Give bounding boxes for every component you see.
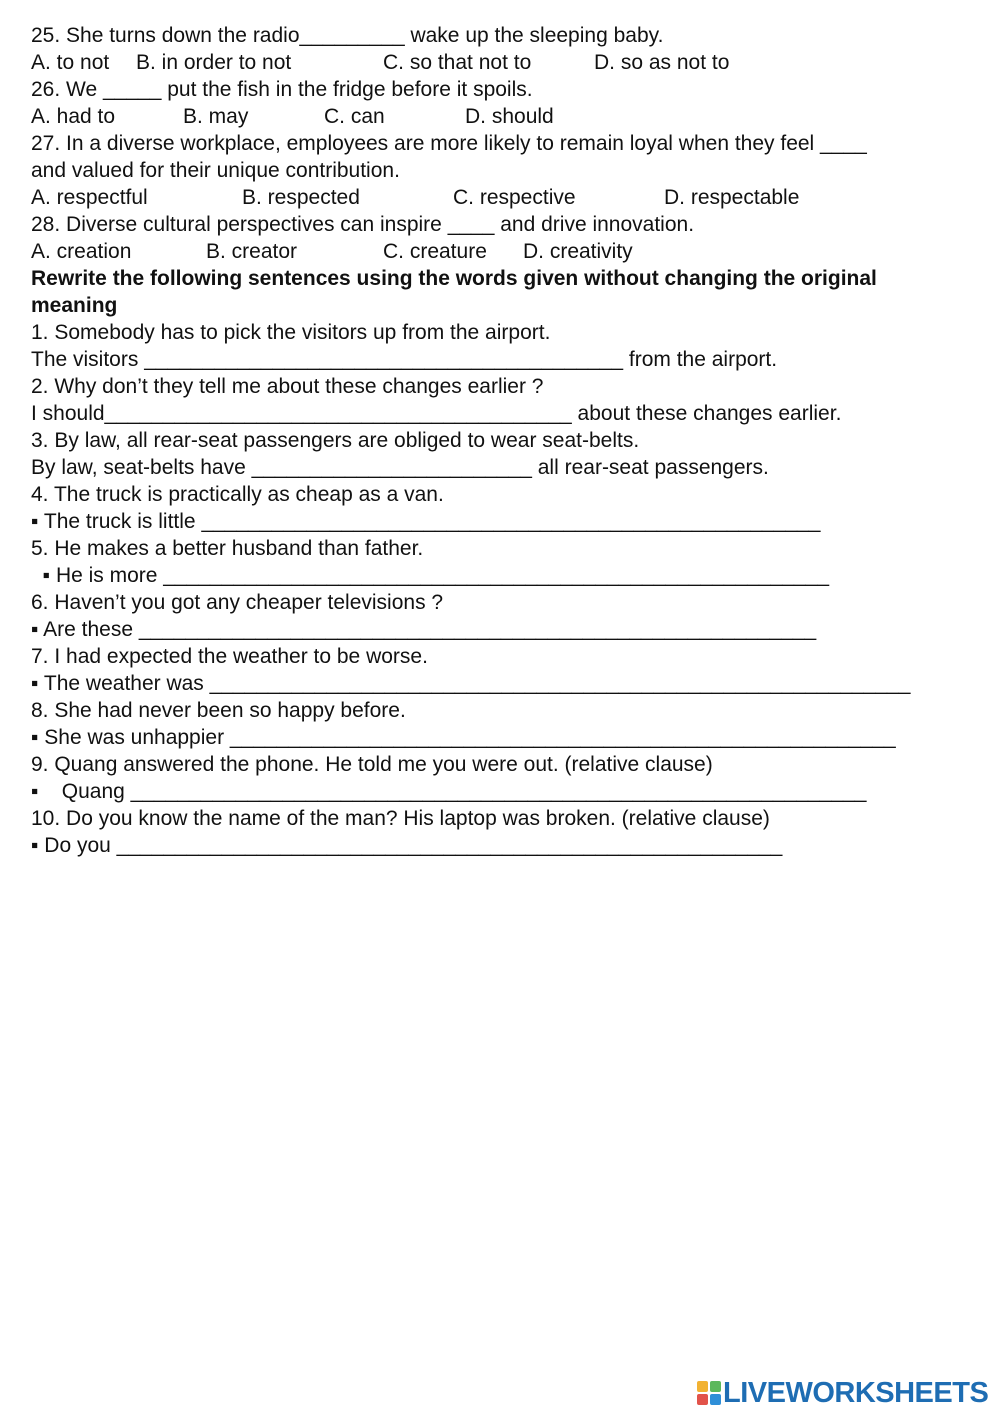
rewrite-7-answer-field[interactable]: ▪ The weather was ____________________________________________________________ xyxy=(31,672,911,695)
rewrite-3-answer-field[interactable]: By law, seat-belts have ________________________ all rear-seat passengers. xyxy=(31,456,769,479)
option-d[interactable]: D. creativity xyxy=(523,240,633,263)
option-a[interactable]: A. had to xyxy=(31,105,116,128)
option-b[interactable]: B. in order to not xyxy=(136,51,292,74)
option-a[interactable]: A. creation xyxy=(31,240,132,263)
rewrite-3-prompt: 3. By law, all rear-seat passengers are obliged to wear seat-belts. xyxy=(31,429,640,452)
question-27-stem: 27. In a diverse workplace, employees are more likely to remain loyal when they feel ____ xyxy=(31,132,867,155)
rewrite-2-prompt: 2. Why don’t they tell me about these changes earlier ? xyxy=(31,375,544,398)
liveworksheets-brand xyxy=(697,1378,988,1408)
rewrite-10-answer-field[interactable]: ▪ Do you _________________________________________________________ xyxy=(31,834,783,857)
liveworksheets-logo-icon xyxy=(697,1381,721,1405)
option-c[interactable]: C. can xyxy=(324,105,385,128)
option-a[interactable]: A. to not xyxy=(31,51,110,74)
rewrite-9-answer-field[interactable]: ▪ Quang _______________________________________________________________ xyxy=(31,780,867,803)
worksheet xyxy=(31,22,991,859)
option-d[interactable]: D. respectable xyxy=(664,186,800,209)
rewrite-8-prompt: 8. She had never been so happy before. xyxy=(31,699,406,722)
rewrite-1-answer-field[interactable]: The visitors _________________________________________ from the airport. xyxy=(31,348,778,371)
rewrite-10-prompt: 10. Do you know the name of the man? His laptop was broken. (relative clause) xyxy=(31,807,770,830)
rewrite-6-answer-field[interactable]: ▪ Are these __________________________________________________________ xyxy=(31,618,817,641)
section-heading-cont: meaning xyxy=(31,294,118,317)
option-c[interactable]: C. creature xyxy=(383,240,487,263)
option-d[interactable]: D. should xyxy=(465,105,554,128)
rewrite-4-answer-field[interactable]: ▪ The truck is little _____________________________________________________ xyxy=(31,510,821,533)
rewrite-2-answer-field[interactable]: I should________________________________________ about these changes earlier. xyxy=(31,402,842,425)
question-28-stem: 28. Diverse cultural perspectives can inspire ____ and drive innovation. xyxy=(31,213,695,236)
question-28-options xyxy=(31,238,991,265)
rewrite-6-prompt: 6. Haven’t you got any cheaper televisions ? xyxy=(31,591,444,614)
option-d[interactable]: D. so as not to xyxy=(594,51,730,74)
rewrite-8-answer-field[interactable]: ▪ She was unhappier _________________________________________________________ xyxy=(31,726,896,749)
option-b[interactable]: B. creator xyxy=(206,240,298,263)
option-a[interactable]: A. respectful xyxy=(31,186,148,209)
rewrite-7-prompt: 7. I had expected the weather to be worse. xyxy=(31,645,428,668)
option-b[interactable]: B. respected xyxy=(242,186,360,209)
question-25-stem: 25. She turns down the radio_________ wake up the sleeping baby. xyxy=(31,24,664,47)
rewrite-4-prompt: 4. The truck is practically as cheap as a van. xyxy=(31,483,444,506)
rewrite-5-answer-field[interactable]: ▪ He is more _________________________________________________________ xyxy=(31,564,830,587)
question-27-stem-cont: and valued for their unique contribution. xyxy=(31,159,400,182)
question-25-options xyxy=(31,49,991,76)
option-b[interactable]: B. may xyxy=(183,105,249,128)
brand-name: LIVEWORKSHEETS xyxy=(723,1376,989,1409)
rewrite-1-prompt: 1. Somebody has to pick the visitors up from the airport. xyxy=(31,321,551,344)
rewrite-5-prompt: 5. He makes a better husband than father. xyxy=(31,537,424,560)
question-26-stem: 26. We _____ put the fish in the fridge before it spoils. xyxy=(31,78,533,101)
option-c[interactable]: C. so that not to xyxy=(383,51,532,74)
question-26-options xyxy=(31,103,991,130)
rewrite-9-prompt: 9. Quang answered the phone. He told me you were out. (relative clause) xyxy=(31,753,713,776)
option-c[interactable]: C. respective xyxy=(453,186,576,209)
question-27-options xyxy=(31,184,991,211)
section-heading: Rewrite the following sentences using the words given without changing the original xyxy=(31,267,877,290)
